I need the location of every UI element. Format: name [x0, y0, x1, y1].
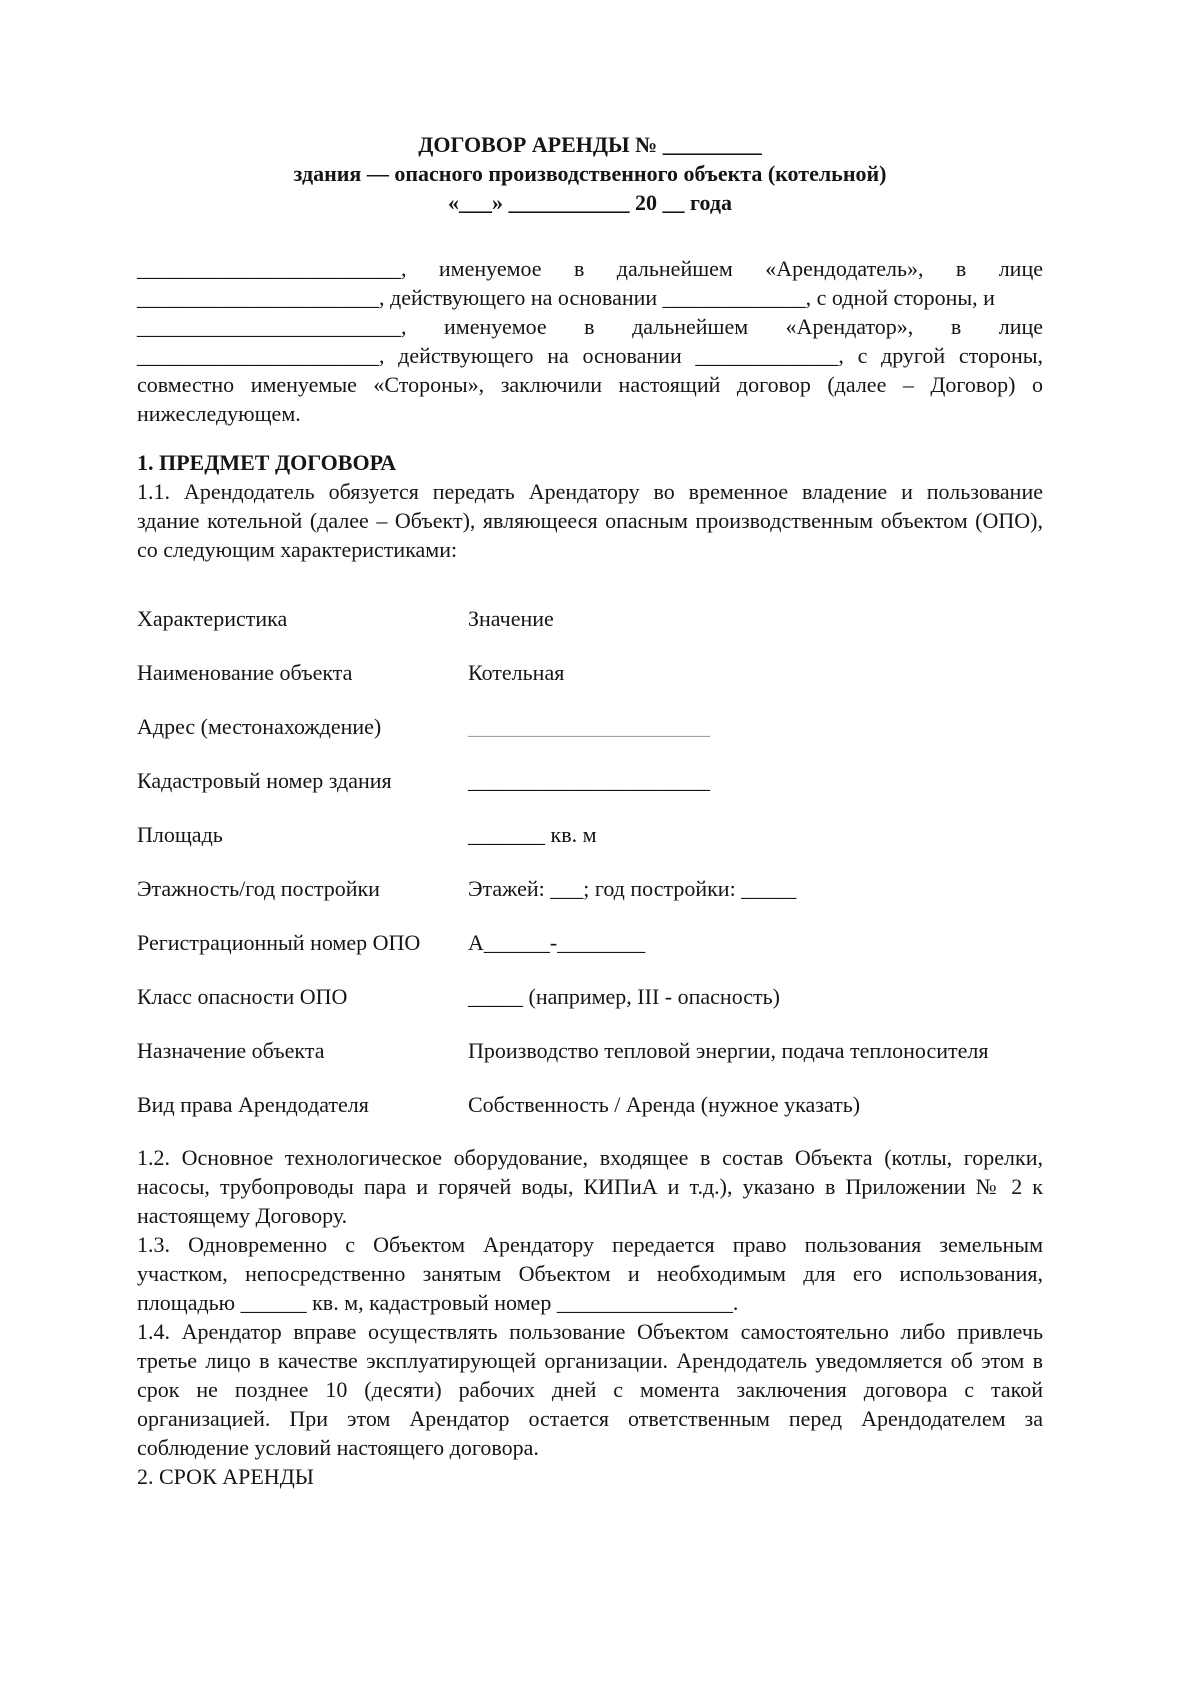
characteristic-value: Котельная	[468, 660, 565, 685]
intro-line: ________________________, именуемое в дальнейшем «Арендатор», в лице	[137, 314, 1043, 339]
clause-1-4-line: 1.4. Арендатор вправе осуществлять пользование Объектом самостоятельно либо привлечь	[137, 1319, 1043, 1344]
clause-1-1-line: 1.1. Арендодатель обязуется передать Арендатору во временное владение и пользование	[137, 479, 1043, 504]
clause-1-3-line: площадью ______ кв. м, кадастровый номер ________________.	[137, 1290, 739, 1315]
characteristic-label: Наименование объекта	[137, 660, 353, 685]
row-cadastral-number	[137, 766, 1043, 795]
characteristic-value: Значение	[468, 606, 554, 631]
clause-1-4-line: третье лицо в качестве эксплуатирующей организации. Арендодатель уведомляется об этом в	[137, 1348, 1043, 1373]
characteristic-value: Собственность / Аренда (нужное указать)	[468, 1092, 861, 1117]
clause-1-1-line: со следующим характеристиками:	[137, 537, 458, 562]
row-object-name	[137, 658, 1043, 687]
characteristic-label: Вид права Арендодателя	[137, 1092, 369, 1117]
clause-1-3-line: участком, непосредственно занятым Объектом и необходимым для его использования,	[137, 1261, 1043, 1286]
clause-1-2	[137, 1143, 1043, 1230]
characteristic-label: Класс опасности ОПО	[137, 984, 348, 1009]
clause-1-2-line: насосы, трубопроводы пара и горячей воды, КИПиА и т.д.), указано в Приложении № 2 к	[137, 1174, 1043, 1199]
row-lessor-right-type	[137, 1090, 1043, 1119]
row-characteristic-header	[137, 604, 1043, 633]
clause-1-4-line: организацией. При этом Арендатор остается ответственным перед Арендодателем за	[137, 1406, 1043, 1431]
clause-1-4	[137, 1317, 1043, 1462]
characteristic-label: Адрес (местонахождение)	[137, 714, 382, 739]
document-title	[137, 130, 1043, 217]
clause-1-1	[137, 477, 1043, 564]
section-1-heading: 1. ПРЕДМЕТ ДОГОВОРА	[137, 450, 397, 475]
characteristic-label: Регистрационный номер ОПО	[137, 930, 421, 955]
characteristic-label: Кадастровый номер здания	[137, 768, 392, 793]
clause-1-1-line: здание котельной (далее – Объект), являющееся опасным производственным объектом (ОПО),	[137, 508, 1043, 533]
clause-1-3-line: 1.3. Одновременно с Объектом Арендатору передается право пользования земельным	[137, 1232, 1043, 1257]
row-opo-hazard-class	[137, 982, 1043, 1011]
row-opo-reg-number	[137, 928, 1043, 957]
title-line-1: ДОГОВОР АРЕНДЫ № _________	[418, 132, 762, 157]
intro-line: ______________________, действующего на основании _____________, с другой стороны,	[137, 343, 1043, 368]
characteristic-value-blank: ______________________	[468, 768, 710, 793]
characteristic-value: Этажей: ___; год постройки: _____	[468, 876, 797, 901]
characteristic-value-blank: ______________________	[468, 714, 710, 739]
intro-line: нижеследующем.	[137, 401, 301, 426]
characteristic-value: _____ (например, III - опасность)	[468, 984, 780, 1009]
clause-1-4-line: срок не позднее 10 (десяти) рабочих дней с момента заключения договора с такой	[137, 1377, 1043, 1402]
clause-1-3	[137, 1230, 1043, 1317]
characteristic-label: Характеристика	[137, 606, 288, 631]
characteristic-label: Этажность/год постройки	[137, 876, 380, 901]
clause-1-2-line: 1.2. Основное технологическое оборудование, входящее в состав Объекта (котлы, горелки,	[137, 1145, 1043, 1170]
row-object-purpose	[137, 1036, 1043, 1065]
intro-paragraph	[137, 254, 1043, 428]
clause-1-4-line: соблюдение условий настоящего договора.	[137, 1435, 539, 1460]
row-address	[137, 712, 1043, 741]
characteristic-label: Площадь	[137, 822, 223, 847]
clause-1-2-line: настоящему Договору.	[137, 1203, 348, 1228]
characteristic-value: _______ кв. м	[468, 822, 597, 847]
intro-line: ________________________, именуемое в дальнейшем «Арендодатель», в лице	[137, 256, 1043, 281]
title-line-2: здания — опасного производственного объекта (котельной)	[293, 161, 887, 186]
row-floors-year	[137, 874, 1043, 903]
characteristic-value: А______-________	[468, 930, 646, 955]
title-line-3: «___» ___________ 20 __ года	[448, 190, 732, 215]
section-2-heading: 2. СРОК АРЕНДЫ	[137, 1464, 314, 1489]
row-area	[137, 820, 1043, 849]
characteristics-table	[137, 604, 1043, 1119]
intro-line: совместно именуемые «Стороны», заключили настоящий договор (далее – Договор) о	[137, 372, 1043, 397]
characteristic-label: Назначение объекта	[137, 1038, 325, 1063]
characteristic-value: Производство тепловой энергии, подача теплоносителя	[468, 1038, 989, 1063]
intro-line: ______________________, действующего на основании _____________, с одной стороны, и	[137, 285, 995, 310]
